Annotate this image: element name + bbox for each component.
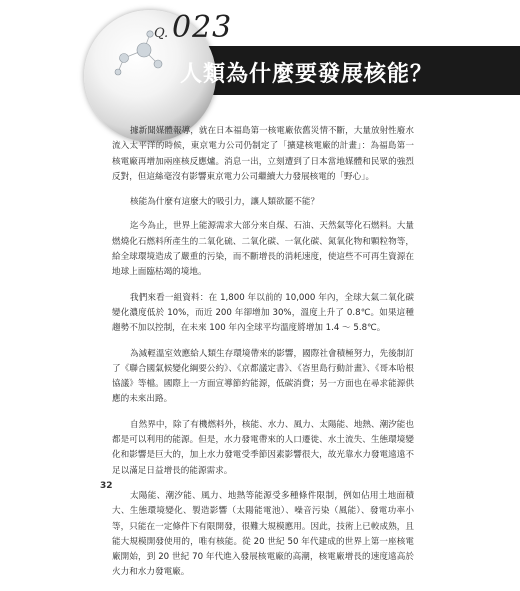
paragraph: 我們來看一組資料：在 1,800 年以前的 10,000 年內，全球大氣二氧化碳變化濃度低於 10%，而近 200 年卻增加 30%，溫度上升了 0.8℃。如果這種趨勢不加以控制，在未來 100 年內全球平均溫度將增加 1.4 ～ 5.8℃。 [112, 292, 414, 334]
question-prefix: Q. [154, 26, 169, 41]
page-title: 人類為什麼要發展核能？ [180, 62, 434, 87]
paragraph: 核能為什麼有這麼大的吸引力，讓人類欲罷不能？ [130, 197, 320, 208]
page-number: 32 [100, 481, 113, 491]
paragraph: 據新聞媒體報導，就在日本福島第一核電廠依舊災情不斷，大量放射性廢水流入太平洋的時候，東京電力公司仍制定了「擴建核電廠的計畫」：為福島第一核電廠再增加兩座核反應爐。消息一出，立刻遭到了日本當地媒體和民眾的強烈反對，但這絲毫沒有影響東京電力公司繼續大力發展核電的「野心」。 [112, 126, 414, 182]
body-text [112, 124, 414, 591]
paragraph: 為減輕溫室效應給人類生存環境帶來的影響，國際社會積極努力，先後制訂了《聯合國氣候變化綱要公約》、《京都議定書》、《峇里島行動計畫》、《哥本哈根協議》等檔。國際上一方面宣導節約能源，低碳消費；另一方面也在尋求能源供應的未來出路。 [112, 348, 414, 405]
paragraph: 迄今為止，世界上能源需求大部分來自煤、石油、天然氣等化石燃料。大量燃燒化石燃料所產生的二氧化硫、二氧化碳、一氧化碳、氮氧化物和顆粒物等，給全球環境造成了嚴重的污染，而不斷增長的消耗速度，使這些不可再生資源在地球上面臨枯竭的境地。 [112, 221, 414, 278]
paragraph: 太陽能、潮汐能、風力、地熱等能源受多種條件限制，例如佔用土地面積大、生態環境變化、製造影響（太陽能電池）、噪音污染（風能）、發電功率小等，只能在一定條件下有限開發，很難大規模應用。因此，技術上已較成熟，且能大規模開發使用的，唯有核能。從 20 世紀 50 年代建成的世界上第一座核電廠開始，到 20 世紀 70 年代進入發展核電廠的高潮，核電廠增長的速度遠高於火力和水力發電廠。 [112, 490, 414, 578]
question-number: 023 [172, 10, 233, 45]
paragraph: 自然界中，除了有機燃料外，核能、水力、風力、太陽能、地熱、潮汐能也都是可以利用的能源。但是，水力發電帶來的人口遷徙、水土流失、生態環境變化和影響是巨大的，加上水力發電受季節因素影響很大，故光靠水力發電遠遠不足以滿足日益增長的能源需求。 [112, 419, 414, 476]
